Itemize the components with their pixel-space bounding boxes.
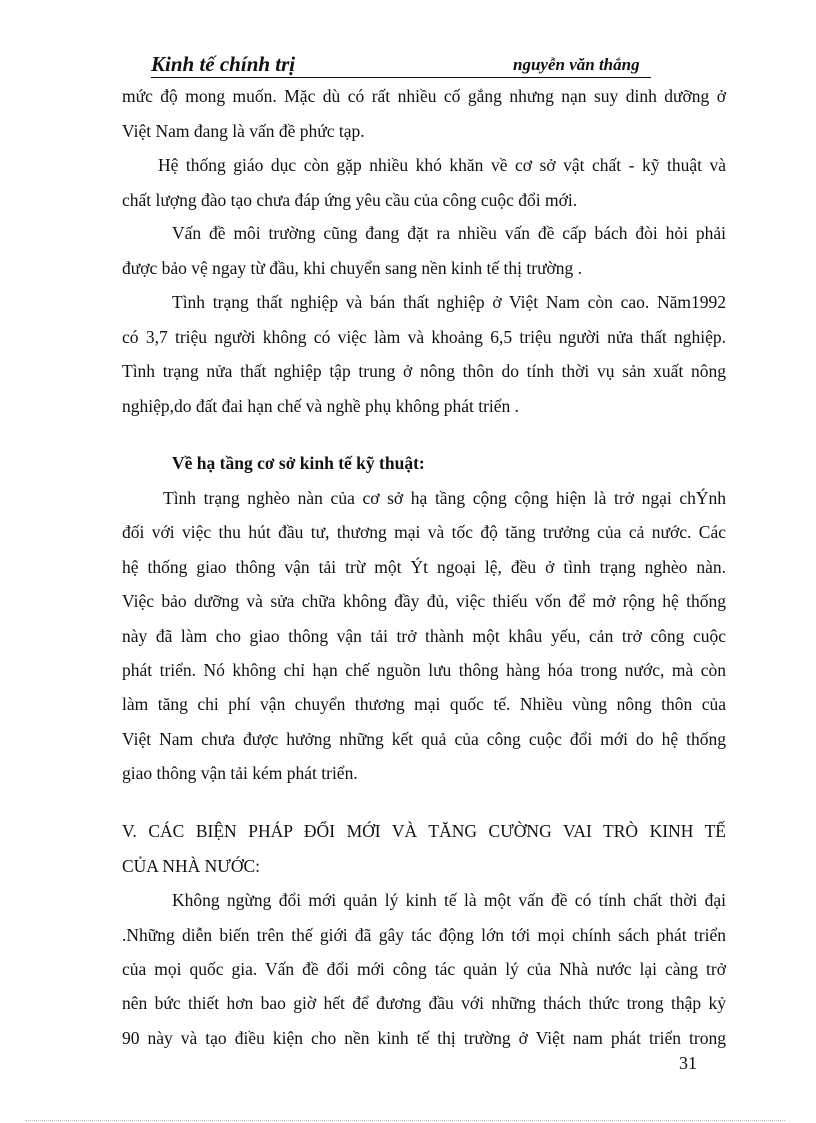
header-subject: Kinh tế chính trị [151,52,296,76]
text-line: nghiệp,do đất đai hạn chế và nghề phụ không phát triển . [122,396,520,416]
text-line: của mọi quốc gia. Vấn đề đổi mới công tác quản lý của Nhà nước lại càng trở [122,959,726,979]
page-number: 31 [679,1053,697,1073]
text-line: mức độ mong muốn. Mặc dù có rất nhiều cố gắng nhưng nạn suy dinh dưỡng ở [122,86,726,106]
header-rule [151,77,651,78]
text-line: Tình trạng nghèo nàn của cơ sở hạ tầng cộng cộng hiện là trở ngại chÝnh [163,488,726,508]
chapter-heading: CỦA NHÀ NƯỚC: [122,856,261,876]
text-line: có 3,7 triệu người không có việc làm và khoảng 6,5 triệu người nửa thất nghiệp. [122,327,726,347]
page-bottom-border [25,1120,785,1121]
text-line: làm tăng chi phí vận chuyển thương mại quốc tế. Nhiều vùng nông thôn của [122,694,726,714]
text-line: nên bức thiết hơn bao giờ hết để đương đầu với những thách thức trong thập kỷ [122,993,726,1013]
text-line: đối với việc thu hút đầu tư, thương mại và tốc độ tăng trưởng của cả nước. Các [122,522,726,542]
text-line: này đã làm cho giao thông vận tải trở thành một khâu yếu, cản trở công cuộc [122,626,726,646]
text-line: Tình trạng nửa thất nghiệp tập trung ở nông thôn do tính thời vụ sản xuất nông [122,361,726,381]
header-author: nguyễn văn thắng [513,55,640,74]
section-heading: Về hạ tầng cơ sở kinh tế kỹ thuật: [172,453,425,473]
text-line: Việt Nam đang là vấn đề phức tạp. [122,121,365,141]
text-line: .Những diễn biến trên thế giới đã gây tác động lớn tới mọi chính sách phát triển [122,925,726,945]
chapter-heading: V. CÁC BIỆN PHÁP ĐỔI MỚI VÀ TĂNG CƯỜNG VAI TRÒ KINH TẾ [122,821,726,841]
text-line: chất lượng đào tạo chưa đáp ứng yêu cầu của công cuộc đổi mới. [122,190,578,210]
text-line: 90 này và tạo điều kiện cho nền kinh tế thị trường ở Việt nam phát triển trong [122,1028,726,1048]
text-line: phát triển. Nó không chỉ hạn chế nguồn lưu thông hàng hóa trong nước, mà còn [122,660,726,680]
text-line: được bảo vệ ngay từ đầu, khi chuyển sang nền kinh tế thị trường . [122,258,583,278]
text-line: Hệ thống giáo dục còn gặp nhiều khó khăn về cơ sở vật chất - kỹ thuật và [158,155,726,175]
text-line: Việt Nam chưa được hưởng những kết quả của công cuộc đổi mới do hệ thống [122,729,726,749]
text-line: giao thông vận tải kém phát triển. [122,763,358,783]
text-line: hệ thống giao thông vận tải trừ một Ýt ngoại lệ, đều ở tình trạng nghèo nàn. [122,557,726,577]
text-line: Tình trạng thất nghiệp và bán thất nghiệp ở Việt Nam còn cao. Năm1992 [172,292,726,312]
text-line: Vấn đề môi trường cũng đang đặt ra nhiều vấn đề cấp bách đòi hỏi phải [172,223,726,243]
text-line: Việc bảo dưỡng và sửa chữa không đầy đủ, việc thiếu vốn để mở rộng hệ thống [122,591,726,611]
text-line: Không ngừng đổi mới quản lý kinh tế là một vấn đề có tính chất thời đại [172,890,726,910]
